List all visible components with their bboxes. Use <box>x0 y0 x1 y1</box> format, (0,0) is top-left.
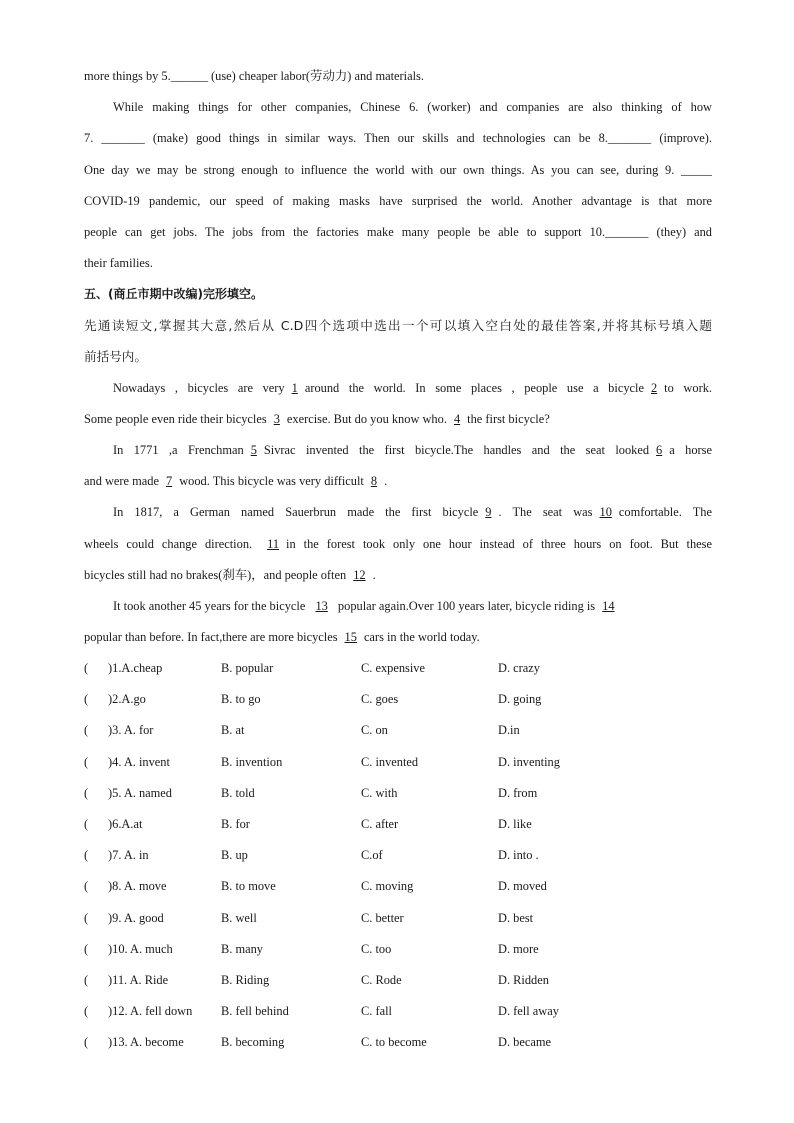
cloze-line: bicycles still had no brakes(刹车)，and people often 12 . <box>84 568 376 582</box>
option-a: )13. A. become <box>108 1035 184 1049</box>
option-c: C. to become <box>361 1035 427 1049</box>
option-c: C. expensive <box>361 661 426 675</box>
option-a: )4. A. invent <box>108 755 170 769</box>
passage-line: One day we may be strong enough to influence the world with our own things. As you can see, during 9. _____ <box>84 163 712 177</box>
option-c: C. moving <box>361 879 414 893</box>
cloze-line: In 1817, a German named Sauerbrun made the first bicycle 9 . The seat was 10 comfortable. The <box>113 505 712 519</box>
option-b: B. told <box>221 786 255 800</box>
option-b: B. fell behind <box>221 1004 289 1018</box>
option-b: B. many <box>221 942 263 956</box>
option-c: C.of <box>361 848 383 862</box>
cloze-line: wheels could change direction. 11 in the forest took only one hour instead of three hours on foot. But these <box>84 537 713 551</box>
option-c: C. better <box>361 911 404 925</box>
instructions: 前括号内。 <box>84 349 147 364</box>
passage-line: more things by 5.______ (use) cheaper labor(劳动力) and materials. <box>84 69 424 83</box>
option-a: )8. A. move <box>108 879 167 893</box>
option-a: )10. A. much <box>108 942 173 956</box>
option-b: B. to move <box>221 879 276 893</box>
passage-line: people can get jobs. The jobs from the factories make many people be able to support 10._______ (they) and <box>84 225 712 239</box>
option-b: B. popular <box>221 661 274 675</box>
answer-paren: ( <box>84 786 89 800</box>
option-a: )6.A.at <box>108 817 143 831</box>
option-c: C. after <box>361 817 399 831</box>
option-d: D. like <box>498 817 532 831</box>
option-a: )3. A. for <box>108 723 154 737</box>
option-d: D. going <box>498 692 542 706</box>
option-c: C. goes <box>361 692 399 706</box>
option-a: )12. A. fell down <box>108 1004 193 1018</box>
option-d: D. into . <box>498 848 539 862</box>
passage-line: their families. <box>84 256 153 270</box>
answer-paren: ( <box>84 911 89 925</box>
answer-paren: ( <box>84 973 89 987</box>
answer-paren: ( <box>84 755 89 769</box>
option-a: )5. A. named <box>108 786 173 800</box>
option-d: D. crazy <box>498 661 540 675</box>
option-d: D. moved <box>498 879 547 893</box>
answer-paren: ( <box>84 1035 89 1049</box>
answer-paren: ( <box>84 723 89 737</box>
cloze-line: Some people even ride their bicycles 3 exercise. But do you know who. 4 the first bicycle? <box>84 412 550 426</box>
option-b: B. for <box>221 817 250 831</box>
answer-paren: ( <box>84 692 89 706</box>
option-c: C. fall <box>361 1004 392 1018</box>
passage-line: COVID-19 pandemic, our speed of making masks have surprised the world. Another advantage is that more <box>84 194 712 208</box>
option-d: D. Ridden <box>498 973 549 987</box>
option-c: C. on <box>361 723 388 737</box>
option-d: D. from <box>498 786 538 800</box>
option-b: B. invention <box>221 755 283 769</box>
option-c: C. invented <box>361 755 419 769</box>
option-c: C. Rode <box>361 973 402 987</box>
option-d: D. fell away <box>498 1004 559 1018</box>
option-b: B. to go <box>221 692 261 706</box>
option-a: )7. A. in <box>108 848 149 862</box>
cloze-line: In 1771 ,a Frenchman 5 Sivrac invented the first bicycle.The handles and the seat looked 6 a horse <box>113 443 713 457</box>
option-d: D. best <box>498 911 534 925</box>
section-heading: 五、(商丘市期中改编)完形填空。 <box>84 287 263 301</box>
option-c: C. too <box>361 942 392 956</box>
cloze-line: and were made 7 wood. This bicycle was very difficult 8 . <box>84 474 388 488</box>
cloze-line: popular than before. In fact,there are more bicycles 15 cars in the world today. <box>84 630 480 644</box>
passage-line: While making things for other companies, Chinese 6. (worker) and companies are also thinking of how <box>113 100 712 114</box>
option-a: )1.A.cheap <box>108 661 163 675</box>
option-d: D.in <box>498 723 520 737</box>
option-b: B. at <box>221 723 245 737</box>
answer-paren: ( <box>84 879 89 893</box>
option-a: )2.A.go <box>108 692 146 706</box>
option-d: D. became <box>498 1035 551 1049</box>
cloze-line: Nowadays , bicycles are very 1 around the world. In some places , people use a bicycle 2 to work. <box>113 381 712 395</box>
option-b: B. up <box>221 848 248 862</box>
option-c: C. with <box>361 786 398 800</box>
answer-paren: ( <box>84 661 89 675</box>
option-d: D. more <box>498 942 539 956</box>
cloze-line: It took another 45 years for the bicycle 13 popular again.Over 100 years later, bicycle riding is 14 <box>113 599 615 613</box>
passage-line: 7. _______ (make) good things in similar ways. Then our skills and technologies can be 8._______ (improve). <box>84 131 712 145</box>
option-a: )9. A. good <box>108 911 164 925</box>
answer-paren: ( <box>84 817 89 831</box>
option-b: B. becoming <box>221 1035 285 1049</box>
option-d: D. inventing <box>498 755 560 769</box>
answer-paren: ( <box>84 942 89 956</box>
option-b: B. well <box>221 911 257 925</box>
answer-paren: ( <box>84 848 89 862</box>
instructions: 先通读短文,掌握其大意,然后从 C.D四个选项中选出一个可以填入空白处的最佳答案,并将其标号填入题 <box>84 318 712 333</box>
answer-paren: ( <box>84 1004 89 1018</box>
option-a: )11. A. Ride <box>108 973 169 987</box>
option-b: B. Riding <box>221 973 270 987</box>
